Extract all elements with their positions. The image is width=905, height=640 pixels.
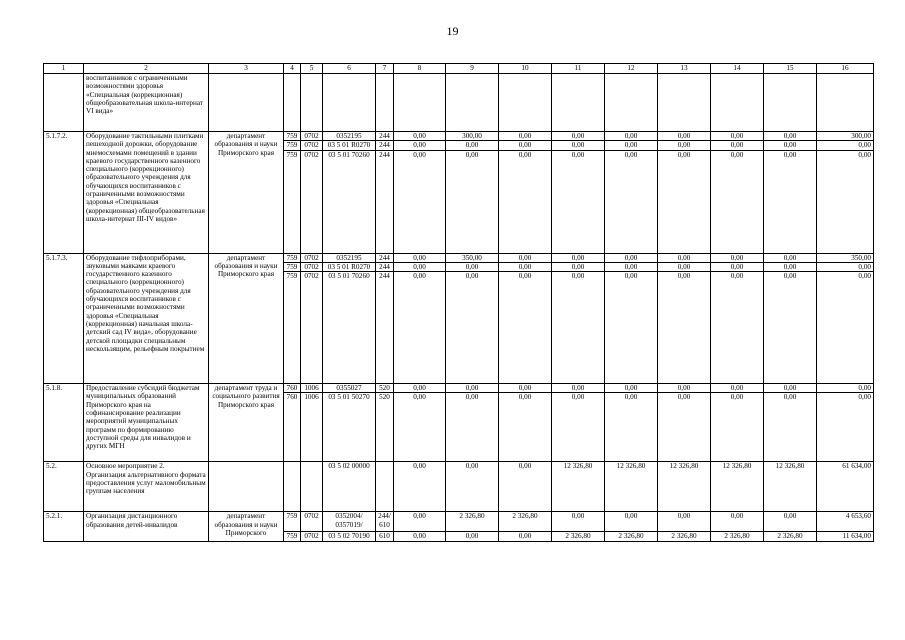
cell-value: 0,00 xyxy=(552,141,605,150)
cell-value: 2 326,80 xyxy=(552,532,605,541)
header-cell: 12 xyxy=(605,64,658,74)
header-cell: 6 xyxy=(323,64,376,74)
cell-value: 0,00 xyxy=(658,150,711,253)
table-row xyxy=(44,132,874,141)
cell-value: 0,00 xyxy=(658,253,711,262)
item-number: 5.1.7.2. xyxy=(44,132,84,254)
cell-value: 0,00 xyxy=(394,384,446,393)
cell-type: 244 xyxy=(376,272,394,384)
cell-value: 0,00 xyxy=(605,393,658,462)
executor: департамент образования и науки Приморского xyxy=(209,512,284,541)
cell-type xyxy=(376,462,394,512)
header-cell: 1 xyxy=(44,64,84,74)
cell-value: 0,00 xyxy=(711,132,764,141)
cell-value: 2 326,80 xyxy=(711,532,764,541)
cell-grbs: 759 xyxy=(284,253,301,262)
cell-target: 03 5 02 00000 xyxy=(323,462,376,512)
header-cell: 8 xyxy=(394,64,446,74)
cell-value: 0,00 xyxy=(394,253,446,262)
cell-type: 244 xyxy=(376,253,394,262)
cell-total: 0,00 xyxy=(817,393,874,462)
measure-name: Организация дистанционного образования детей-инвалидов xyxy=(84,512,209,541)
cell-total: 0,00 xyxy=(817,384,874,393)
cell-value: 0,00 xyxy=(658,512,711,532)
cell-value: 0,00 xyxy=(764,512,817,532)
cell-type: 244 xyxy=(376,150,394,253)
cell-value: 0,00 xyxy=(552,253,605,262)
cell-value: 12 326,80 xyxy=(552,462,605,512)
cell-value: 0,00 xyxy=(394,262,446,271)
cell-grbs: 759 xyxy=(284,532,301,541)
cell-type: 520 xyxy=(376,384,394,393)
cell-value: 0,00 xyxy=(446,532,499,541)
header-cell: 13 xyxy=(658,64,711,74)
cell-value: 0,00 xyxy=(711,384,764,393)
cell-section: 0702 xyxy=(301,150,323,253)
measure-name: воспитанников с ограниченными возможностями здоровья «Специальная (коррекционная) общеобразовательная школа-интернат VI вида» xyxy=(84,74,209,132)
cell-section: 0702 xyxy=(301,532,323,541)
header-cell: 10 xyxy=(499,64,552,74)
cell-grbs: 759 xyxy=(284,150,301,253)
item-number: 5.1.7.3. xyxy=(44,253,84,384)
cell-value: 0,00 xyxy=(764,262,817,271)
cell-value: 0,00 xyxy=(499,132,552,141)
cell-value: 0,00 xyxy=(605,384,658,393)
cell-type: 520 xyxy=(376,393,394,462)
cell-value: 0,00 xyxy=(764,272,817,384)
cell-value: 0,00 xyxy=(658,132,711,141)
budget-table xyxy=(43,63,874,542)
cell-value: 0,00 xyxy=(552,150,605,253)
cell-value: 0,00 xyxy=(605,141,658,150)
cell-total: 0,00 xyxy=(817,272,874,384)
cell-section xyxy=(301,462,323,512)
cell-value: 0,00 xyxy=(446,393,499,462)
cell-value: 0,00 xyxy=(499,253,552,262)
cell-type: 244/ 610 xyxy=(376,512,394,532)
header-cell: 14 xyxy=(711,64,764,74)
cell-total: 300,00 xyxy=(817,132,874,141)
cell-value: 0,00 xyxy=(552,393,605,462)
cell-value: 0,00 xyxy=(394,141,446,150)
header-cell: 4 xyxy=(284,64,301,74)
cell-target: 03 5 02 70190 xyxy=(323,532,376,541)
cell-type: 244 xyxy=(376,262,394,271)
cell-grbs: 759 xyxy=(284,132,301,141)
table-row xyxy=(44,384,874,393)
cell-value: 0,00 xyxy=(605,262,658,271)
cell-target: 0352004/ 0357019/ xyxy=(323,512,376,532)
cell-section: 0702 xyxy=(301,512,323,532)
measure-name: Основное мероприятие 2. Организация альтернативного формата предоставления услуг маломобильным группам населения xyxy=(84,462,209,512)
header-cell: 9 xyxy=(446,64,499,74)
executor: департамент образования и науки Приморского края xyxy=(209,132,284,254)
cell-grbs: 760 xyxy=(284,393,301,462)
cell-value: 0,00 xyxy=(764,253,817,262)
cell-value: 0,00 xyxy=(605,132,658,141)
table-row xyxy=(44,462,874,512)
cell-value: 0,00 xyxy=(552,262,605,271)
cell-value: 350,00 xyxy=(446,253,499,262)
cell-value: 0,00 xyxy=(446,272,499,384)
cell-value: 0,00 xyxy=(764,141,817,150)
header-cell: 5 xyxy=(301,64,323,74)
cell-value: 0,00 xyxy=(605,253,658,262)
item-number: 5.2.1. xyxy=(44,512,84,541)
cell-target: 03 5 01 R0270 xyxy=(323,262,376,271)
cell-value: 0,00 xyxy=(552,384,605,393)
cell-target: 0355027 xyxy=(323,384,376,393)
cell-target: 03 5 01 R0270 xyxy=(323,141,376,150)
cell-value: 0,00 xyxy=(499,262,552,271)
cell-value: 0,00 xyxy=(552,512,605,532)
cell-value: 0,00 xyxy=(605,150,658,253)
cell-value: 12 326,80 xyxy=(658,462,711,512)
header-cell: 3 xyxy=(209,64,284,74)
cell-section: 1006 xyxy=(301,393,323,462)
cell-total: 11 634,00 xyxy=(817,532,874,541)
cell-total: 4 653,60 xyxy=(817,512,874,532)
cell-value: 0,00 xyxy=(658,393,711,462)
header-cell: 11 xyxy=(552,64,605,74)
cell-grbs xyxy=(284,462,301,512)
cell-target: 03 5 01 50270 xyxy=(323,393,376,462)
header-cell: 7 xyxy=(376,64,394,74)
cell-value: 0,00 xyxy=(394,272,446,384)
cell-value: 0,00 xyxy=(711,272,764,384)
cell-value: 0,00 xyxy=(394,532,446,541)
cell-value: 0,00 xyxy=(711,253,764,262)
cell-total: 0,00 xyxy=(817,150,874,253)
item-number: 5.2. xyxy=(44,462,84,512)
cell-value: 0,00 xyxy=(764,150,817,253)
cell-value: 0,00 xyxy=(605,512,658,532)
cell-type: 244 xyxy=(376,141,394,150)
cell-target: 0352195 xyxy=(323,132,376,141)
cell-value: 2 326,80 xyxy=(764,532,817,541)
cell-value: 0,00 xyxy=(711,393,764,462)
cell-value: 0,00 xyxy=(552,272,605,384)
cell-value: 0,00 xyxy=(711,150,764,253)
cell-value: 2 326,80 xyxy=(605,532,658,541)
item-number: 5.1.8. xyxy=(44,384,84,462)
cell-section: 0702 xyxy=(301,132,323,141)
cell-value: 0,00 xyxy=(499,384,552,393)
cell-grbs: 759 xyxy=(284,512,301,532)
cell-total: 0,00 xyxy=(817,262,874,271)
cell-value: 12 326,80 xyxy=(711,462,764,512)
cell-value: 0,00 xyxy=(394,393,446,462)
cell-value: 0,00 xyxy=(711,262,764,271)
cell-section: 0702 xyxy=(301,141,323,150)
cell-value: 0,00 xyxy=(764,132,817,141)
executor: департамент труда и социального развития Приморского края xyxy=(209,384,284,462)
cell-value: 0,00 xyxy=(446,262,499,271)
cell-value: 0,00 xyxy=(764,393,817,462)
cell-value: 2 326,80 xyxy=(446,512,499,532)
cell-total: 0,00 xyxy=(817,141,874,150)
cell-value: 0,00 xyxy=(605,272,658,384)
cell-target: 03 5 01 70260 xyxy=(323,272,376,384)
cell-target: 03 5 01 70260 xyxy=(323,150,376,253)
cell-grbs: 759 xyxy=(284,272,301,384)
cell-value: 0,00 xyxy=(394,462,446,512)
cell-value: 0,00 xyxy=(499,272,552,384)
cell-value: 0,00 xyxy=(499,141,552,150)
cell-grbs: 759 xyxy=(284,262,301,271)
cell-type: 244 xyxy=(376,132,394,141)
cell-value: 0,00 xyxy=(711,512,764,532)
executor: департамент образования и науки Приморского края xyxy=(209,253,284,384)
cell-section: 0702 xyxy=(301,272,323,384)
cell-value: 0,00 xyxy=(446,150,499,253)
cell-value: 300,00 xyxy=(446,132,499,141)
measure-name: Предоставление субсидий бюджетам муниципальных образований Приморского края на софинансирование реализации мероприятий муниципальных программ по формированию доступной среды для инвалидов и других МГН xyxy=(84,384,209,462)
header-cell: 16 xyxy=(817,64,874,74)
cell-value: 0,00 xyxy=(658,141,711,150)
cell-value: 0,00 xyxy=(394,512,446,532)
cell-value: 0,00 xyxy=(499,462,552,512)
cell-value: 2 326,80 xyxy=(658,532,711,541)
cell-value: 0,00 xyxy=(499,150,552,253)
cell-value: 0,00 xyxy=(446,462,499,512)
cell-value: 0,00 xyxy=(658,384,711,393)
cell-grbs: 760 xyxy=(284,384,301,393)
cell-value: 12 326,80 xyxy=(605,462,658,512)
cell-value: 0,00 xyxy=(658,272,711,384)
cell-value: 0,00 xyxy=(764,384,817,393)
cell-value: 0,00 xyxy=(394,132,446,141)
header-cell: 15 xyxy=(764,64,817,74)
cell-section: 1006 xyxy=(301,384,323,393)
cell-value: 12 326,80 xyxy=(764,462,817,512)
cell-target: 0352195 xyxy=(323,253,376,262)
table-row xyxy=(44,512,874,532)
measure-name: Оборудование тифлоприборами, звуковыми маяками краевого государственного казенного специального (коррекционного) образовательного учреждения для обучающихся воспитанников с ограниченными возможностями здоровья «Специальная (коррекционная) начальная школа-детский сад IV вида», оборудование детской площадки специальным нескользящим, рельефным покрытием xyxy=(84,253,209,384)
header-cell: 2 xyxy=(84,64,209,74)
header-row xyxy=(44,64,874,74)
cell-value: 0,00 xyxy=(446,141,499,150)
cell-value: 0,00 xyxy=(499,393,552,462)
cell-value: 2 326,80 xyxy=(499,512,552,532)
page-number: 19 xyxy=(446,24,459,38)
cell-value: 0,00 xyxy=(552,132,605,141)
cell-grbs: 759 xyxy=(284,141,301,150)
cell-value: 0,00 xyxy=(394,150,446,253)
cell-value: 0,00 xyxy=(499,532,552,541)
cell-section: 0702 xyxy=(301,253,323,262)
cell-total: 61 634,00 xyxy=(817,462,874,512)
cell-value: 0,00 xyxy=(711,141,764,150)
table-row xyxy=(44,253,874,262)
cell-total: 350,00 xyxy=(817,253,874,262)
cell-section: 0702 xyxy=(301,262,323,271)
cell-value: 0,00 xyxy=(658,262,711,271)
table-row xyxy=(44,74,874,132)
measure-name: Оборудование тактильными плитками пешеходной дорожки, оборудование мнемосхемами помещений в здании краевого государственного казенного специального (коррекционного) образовательного учреждения для обучающихся воспитанников с ограниченными возможностями здоровья «Специальная (коррекционная) общеобразовательная школа-интернат III-IV видов» xyxy=(84,132,209,254)
cell-type: 610 xyxy=(376,532,394,541)
cell-value: 0,00 xyxy=(446,384,499,393)
